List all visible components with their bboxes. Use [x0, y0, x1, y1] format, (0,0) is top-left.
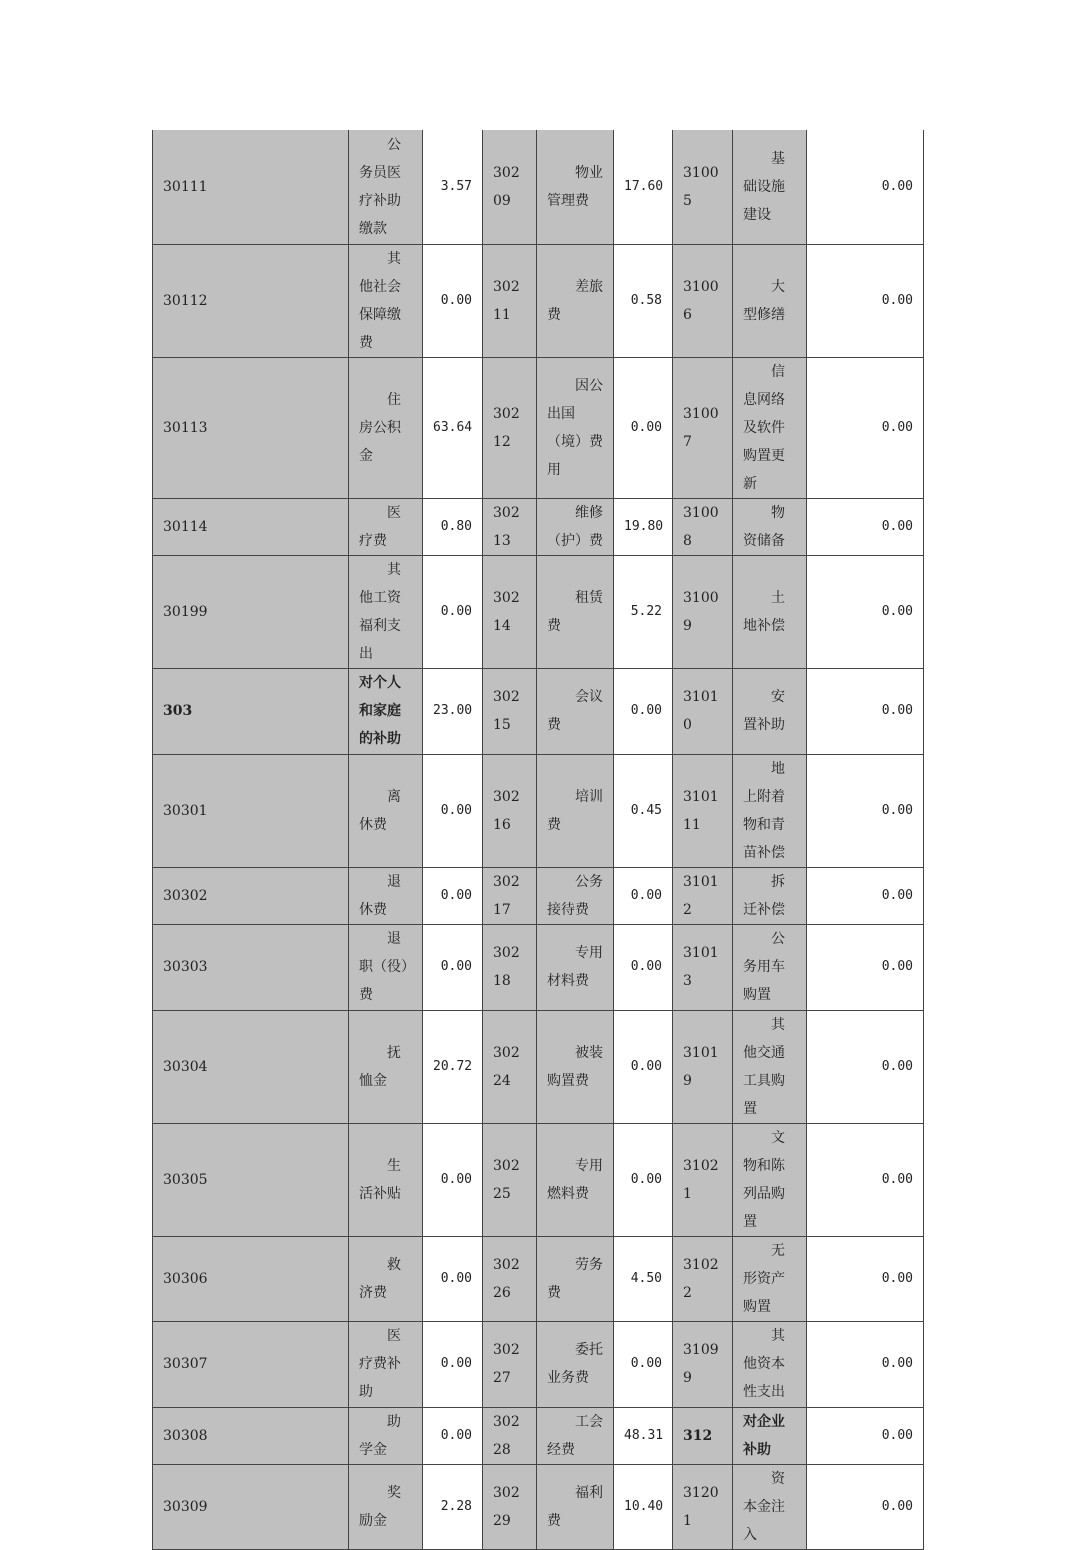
item-name: 被装购置费	[537, 1010, 614, 1123]
table-row	[153, 924, 924, 1010]
item-name: 生活补贴	[349, 1123, 423, 1236]
econ-code: 30216	[483, 754, 537, 867]
econ-code: 30114	[153, 498, 349, 555]
econ-code: 31013	[673, 924, 733, 1010]
amount: 0.00	[807, 130, 924, 244]
econ-code: 30224	[483, 1010, 537, 1123]
amount: 0.00	[423, 924, 483, 1010]
item-name: 其他资本性支出	[733, 1321, 807, 1407]
econ-code: 31099	[673, 1321, 733, 1407]
amount: 0.00	[614, 357, 673, 498]
econ-code: 30229	[483, 1464, 537, 1549]
amount: 17.60	[614, 130, 673, 244]
amount: 0.58	[614, 244, 673, 357]
item-name: 离休费	[349, 754, 423, 867]
amount: 0.00	[423, 754, 483, 867]
amount: 0.00	[807, 1236, 924, 1321]
amount: 2.28	[423, 1464, 483, 1549]
table-row	[153, 668, 924, 754]
amount: 0.00	[807, 1407, 924, 1464]
econ-code: 30228	[483, 1407, 537, 1464]
amount: 0.00	[614, 1321, 673, 1407]
item-name: 因公出国（境）费用	[537, 357, 614, 498]
amount: 0.00	[807, 555, 924, 668]
item-name: 无形资产购置	[733, 1236, 807, 1321]
amount: 0.00	[614, 924, 673, 1010]
amount: 0.00	[807, 867, 924, 924]
econ-code: 31009	[673, 555, 733, 668]
econ-code: 312	[673, 1407, 733, 1464]
econ-code: 30302	[153, 867, 349, 924]
econ-code: 30217	[483, 867, 537, 924]
item-name: 基础设施建设	[733, 130, 807, 244]
econ-code: 30209	[483, 130, 537, 244]
table-row	[153, 357, 924, 498]
amount: 0.00	[807, 1321, 924, 1407]
item-name: 信息网络及软件购置更新	[733, 357, 807, 498]
econ-code: 30218	[483, 924, 537, 1010]
item-name: 劳务费	[537, 1236, 614, 1321]
amount: 0.00	[423, 1321, 483, 1407]
item-name: 其他交通工具购置	[733, 1010, 807, 1123]
item-name: 医疗费	[349, 498, 423, 555]
amount: 0.00	[423, 244, 483, 357]
table-row	[153, 1464, 924, 1549]
item-name: 专用燃料费	[537, 1123, 614, 1236]
econ-code: 30212	[483, 357, 537, 498]
econ-code: 31007	[673, 357, 733, 498]
amount: 0.00	[807, 1464, 924, 1549]
item-name: 专用材料费	[537, 924, 614, 1010]
econ-code: 31010	[673, 668, 733, 754]
amount: 0.00	[423, 867, 483, 924]
item-name: 退休费	[349, 867, 423, 924]
econ-code: 31006	[673, 244, 733, 357]
table-row	[153, 130, 924, 244]
table-row	[153, 555, 924, 668]
item-name: 维修（护）费	[537, 498, 614, 555]
amount: 0.00	[614, 867, 673, 924]
amount: 0.00	[807, 668, 924, 754]
amount: 48.31	[614, 1407, 673, 1464]
item-name: 地上附着物和青苗补偿	[733, 754, 807, 867]
amount: 23.00	[423, 668, 483, 754]
item-name: 其他社会保障缴费	[349, 244, 423, 357]
amount: 4.50	[614, 1236, 673, 1321]
budget-table	[152, 130, 924, 1550]
amount: 0.00	[423, 1407, 483, 1464]
econ-code: 30111	[153, 130, 349, 244]
item-name: 差旅费	[537, 244, 614, 357]
econ-code: 30211	[483, 244, 537, 357]
table-row	[153, 1321, 924, 1407]
item-name: 退职（役）费	[349, 924, 423, 1010]
amount: 0.00	[807, 1123, 924, 1236]
econ-code: 31012	[673, 867, 733, 924]
econ-code: 31021	[673, 1123, 733, 1236]
econ-code: 31008	[673, 498, 733, 555]
item-name: 公务员医疗补助缴款	[349, 130, 423, 244]
item-name: 医疗费补助	[349, 1321, 423, 1407]
amount: 0.00	[807, 244, 924, 357]
amount: 10.40	[614, 1464, 673, 1549]
econ-code: 31005	[673, 130, 733, 244]
item-name: 奖励金	[349, 1464, 423, 1549]
item-name: 公务用车购置	[733, 924, 807, 1010]
item-name: 助学金	[349, 1407, 423, 1464]
item-name: 安置补助	[733, 668, 807, 754]
amount: 0.80	[423, 498, 483, 555]
table-row	[153, 498, 924, 555]
item-name: 文物和陈列品购置	[733, 1123, 807, 1236]
econ-code: 30113	[153, 357, 349, 498]
econ-code: 30305	[153, 1123, 349, 1236]
amount: 3.57	[423, 130, 483, 244]
econ-code: 310111	[673, 754, 733, 867]
amount: 0.00	[807, 357, 924, 498]
econ-code: 30304	[153, 1010, 349, 1123]
item-name: 住房公积金	[349, 357, 423, 498]
item-name: 福利费	[537, 1464, 614, 1549]
econ-code: 30303	[153, 924, 349, 1010]
table-row	[153, 867, 924, 924]
item-name: 土地补偿	[733, 555, 807, 668]
table-row	[153, 1236, 924, 1321]
amount: 63.64	[423, 357, 483, 498]
amount: 0.00	[807, 924, 924, 1010]
table-row	[153, 754, 924, 867]
amount: 0.00	[807, 1010, 924, 1123]
item-name: 抚恤金	[349, 1010, 423, 1123]
econ-code: 30214	[483, 555, 537, 668]
item-name: 物资储备	[733, 498, 807, 555]
amount: 0.00	[807, 498, 924, 555]
econ-code: 30308	[153, 1407, 349, 1464]
amount: 0.00	[807, 754, 924, 867]
table-row	[153, 1010, 924, 1123]
table-row	[153, 1407, 924, 1464]
table-row	[153, 244, 924, 357]
amount: 0.00	[614, 1010, 673, 1123]
amount: 19.80	[614, 498, 673, 555]
item-name: 租赁费	[537, 555, 614, 668]
amount: 5.22	[614, 555, 673, 668]
amount: 0.00	[614, 1123, 673, 1236]
amount: 0.00	[423, 555, 483, 668]
econ-code: 31022	[673, 1236, 733, 1321]
econ-code: 31201	[673, 1464, 733, 1549]
amount: 0.00	[423, 1123, 483, 1236]
econ-code: 303	[153, 668, 349, 754]
amount: 20.72	[423, 1010, 483, 1123]
econ-code: 30226	[483, 1236, 537, 1321]
econ-code: 30213	[483, 498, 537, 555]
item-name: 对个人和家庭的补助	[349, 668, 423, 754]
econ-code: 30309	[153, 1464, 349, 1549]
item-name: 公务接待费	[537, 867, 614, 924]
item-name: 拆迁补偿	[733, 867, 807, 924]
item-name: 物业管理费	[537, 130, 614, 244]
econ-code: 30112	[153, 244, 349, 357]
item-name: 会议费	[537, 668, 614, 754]
econ-code: 31019	[673, 1010, 733, 1123]
econ-code: 30301	[153, 754, 349, 867]
item-name: 对企业补助	[733, 1407, 807, 1464]
item-name: 其他工资福利支出	[349, 555, 423, 668]
econ-code: 30215	[483, 668, 537, 754]
amount: 0.00	[423, 1236, 483, 1321]
econ-code: 30227	[483, 1321, 537, 1407]
table-row	[153, 1123, 924, 1236]
item-name: 工会经费	[537, 1407, 614, 1464]
item-name: 救济费	[349, 1236, 423, 1321]
econ-code: 30225	[483, 1123, 537, 1236]
item-name: 培训费	[537, 754, 614, 867]
amount: 0.45	[614, 754, 673, 867]
item-name: 大型修缮	[733, 244, 807, 357]
amount: 0.00	[614, 668, 673, 754]
item-name: 资本金注入	[733, 1464, 807, 1549]
econ-code: 30307	[153, 1321, 349, 1407]
item-name: 委托业务费	[537, 1321, 614, 1407]
econ-code: 30306	[153, 1236, 349, 1321]
econ-code: 30199	[153, 555, 349, 668]
